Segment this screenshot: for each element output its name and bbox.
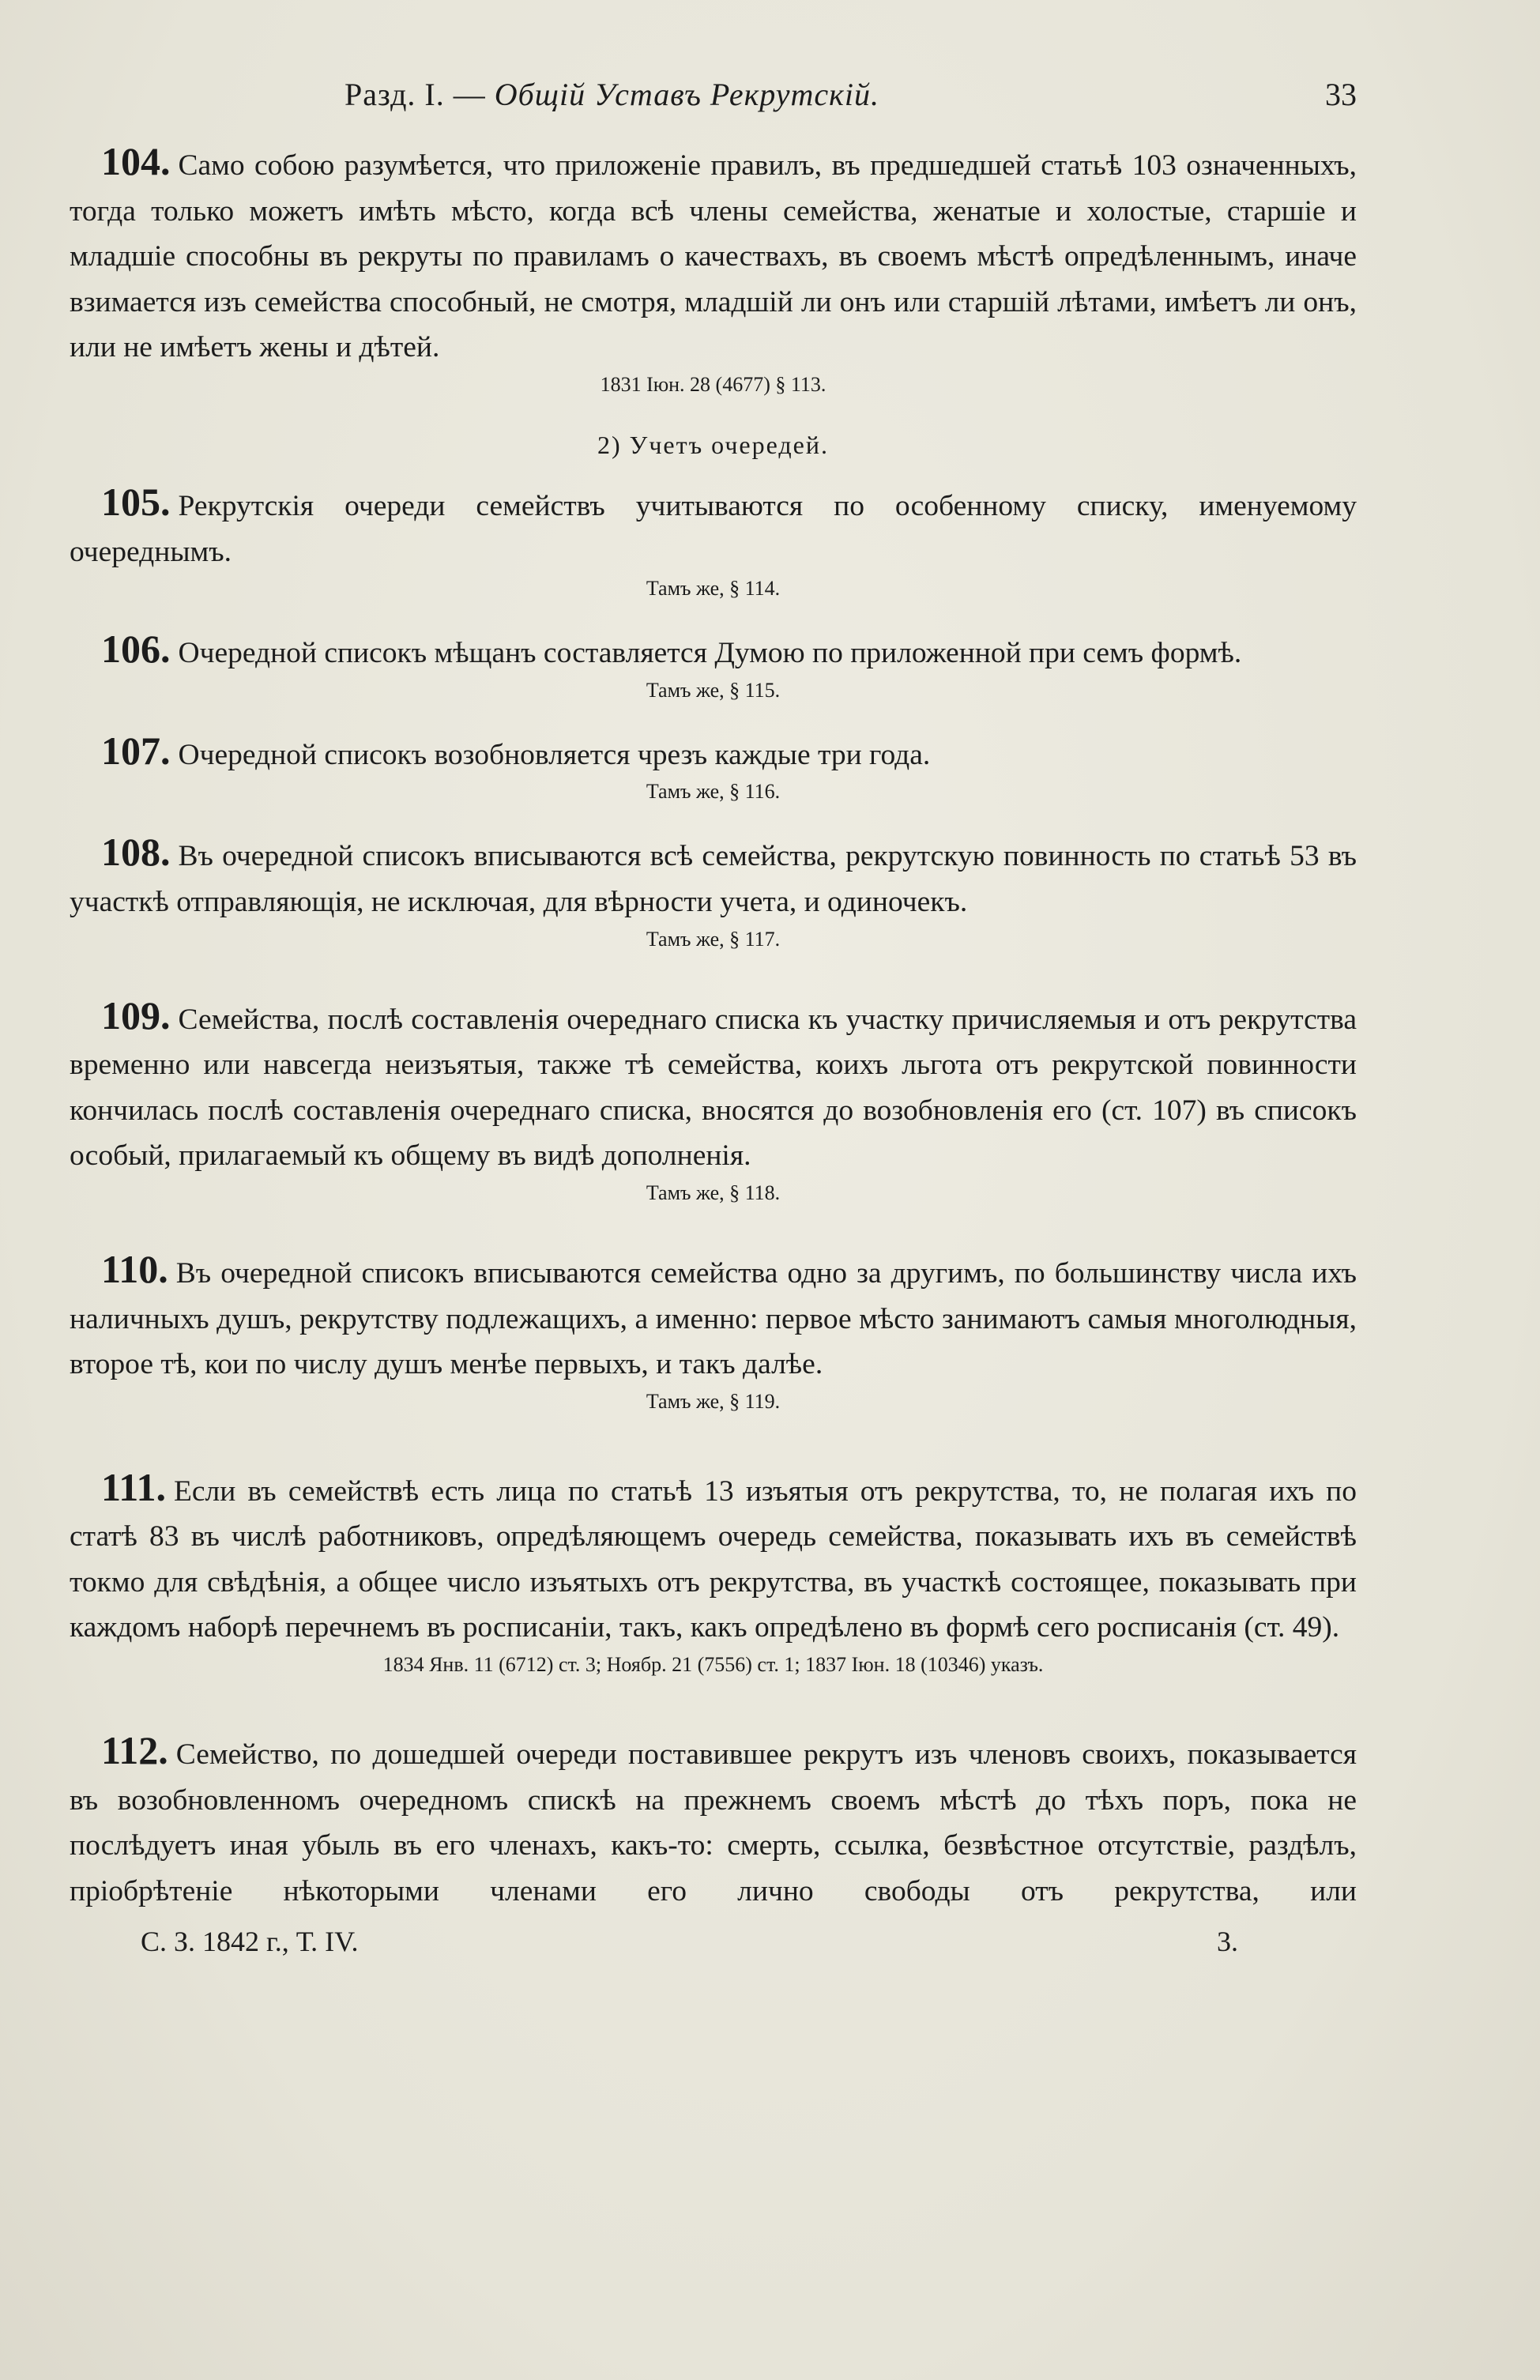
statute-title: Общій Уставъ Рекрутскій. — [494, 77, 879, 112]
running-title — [345, 76, 879, 113]
article-body: Очередной списокъ возобновляется чрезъ каждые три года. — [178, 738, 931, 771]
article-text — [70, 627, 1357, 676]
header-dash: — — [453, 77, 486, 112]
footer-signature: С. З. 1842 г., Т. IV. — [141, 1926, 359, 1958]
article-text — [70, 139, 1357, 371]
page-number: 33 — [1325, 77, 1357, 112]
article-104 — [70, 139, 1357, 399]
article-body: Семейства, послѣ составленія очереднаго списка къ участку причисляемыя и отъ рекрутства временно или навсегда неизъятыя, также тѣ семейства, коихъ льгота отъ рекрутской повинности кончилась послѣ составленія очереднаго списка, вносятся до возобновленія его (ст. 107) въ списокъ особый, прилагаемый къ общему въ видѣ дополненія. — [70, 1003, 1357, 1173]
article-source: 1831 Іюн. 28 (4677) § 113. — [600, 372, 826, 396]
article-number: 109. — [101, 992, 171, 1037]
article-text — [70, 830, 1357, 925]
article-body: Въ очередной списокъ вписываются семейства одно за другимъ, по большинству числа ихъ наличныхъ душъ, рекрутству подлежащихъ, а именно: первое мѣсто занимаютъ самыя многолюдныя, второе тѣ, кои по числу душъ менѣе первыхъ, и такъ далѣе. — [70, 1256, 1357, 1381]
article-text — [70, 1247, 1357, 1388]
article-body: Рекрутскія очереди семействъ учитываются по особенному списку, именуемому очереднымъ. — [70, 489, 1357, 568]
article-112 — [70, 1728, 1357, 1914]
article-text — [70, 729, 1357, 778]
article-source: Тамъ же, § 119. — [646, 1389, 781, 1413]
article-text — [70, 993, 1357, 1179]
article-source: Тамъ же, § 116. — [646, 780, 781, 804]
article-source: Тамъ же, § 117. — [646, 927, 781, 951]
article-110 — [70, 1247, 1357, 1416]
article-106 — [70, 627, 1357, 705]
article-number: 104. — [101, 139, 171, 183]
article-105 — [70, 480, 1357, 603]
article-source: 1834 Янв. 11 (6712) ст. 3; Ноябр. 21 (7556) ст. 1; 1837 Іюн. 18 (10346) указъ. — [382, 1653, 1044, 1677]
article-source: Тамъ же, § 114. — [646, 577, 781, 601]
article-body: Семейство, по дошедшей очереди поставившее рекрутъ изъ членовъ своихъ, показывается въ возобновленномъ очередномъ спискѣ на прежнемъ своемъ мѣстѣ до тѣхъ поръ, пока не послѣдуетъ иная убыль въ его членахъ, какъ-то: смерть, ссылка, безвѣстное отсутствіе, раздѣлъ, пріобрѣтеніе нѣкоторыми членами его лично свободы отъ рекрутства, или — [70, 1738, 1357, 1907]
article-number: 112. — [101, 1728, 168, 1773]
article-source: Тамъ же, § 115. — [646, 678, 781, 702]
article-108 — [70, 830, 1357, 953]
article-body: Если въ семействѣ есть лица по статьѣ 13 изъятыя отъ рекрутства, то, не полагая ихъ по статѣ 83 въ числѣ работниковъ, опредѣляющемъ очередь семейства, показывать ихъ въ семействѣ токмо для свѣдѣнія, а общее число изъятыхъ отъ рекрутства, въ участкѣ состоящее, показывать при каждомъ наборѣ перечнемъ въ росписаніи, такъ, какъ опредѣлено въ формѣ сего росписанія (ст. 49). — [70, 1474, 1357, 1644]
article-number: 105. — [101, 479, 171, 524]
article-107 — [70, 729, 1357, 807]
article-body: Въ очередной списокъ вписываются всѣ семейства, рекрутскую повинность по статьѣ 53 въ участкѣ отправляющія, не исключая, для вѣрности учета, и одиночекъ. — [70, 840, 1357, 918]
article-109 — [70, 993, 1357, 1207]
section-label: Разд. I. — [345, 77, 445, 112]
page-footer — [70, 1925, 1357, 1958]
article-number: 111. — [101, 1464, 166, 1509]
subheading: 2) Учетъ очередей. — [597, 430, 829, 459]
article-source: Тамъ же, § 118. — [646, 1181, 781, 1204]
article-text — [70, 480, 1357, 574]
footer-sheet-mark: 3. — [1217, 1926, 1238, 1958]
article-number: 106. — [101, 627, 171, 672]
article-body: Очередной списокъ мѣщанъ составляется Думою по приложенной при семъ формѣ. — [178, 637, 1242, 670]
article-number: 110. — [101, 1246, 168, 1291]
article-number: 107. — [101, 728, 171, 773]
article-111 — [70, 1465, 1357, 1679]
running-header — [345, 76, 1357, 139]
article-body: Само собою разумѣется, что приложеніе правилъ, въ предшедшей статьѣ 103 означенныхъ, тогда только можетъ имѣть мѣсто, когда всѣ члены семейства, женатые и холостые, старшіе и младшіе способны въ рекруты по правиламъ о качествахъ, въ своемъ мѣстѣ опредѣленнымъ, иначе взимается изъ семейства способный, не смотря, младшій ли онъ или старшій лѣтами, имѣетъ ли онъ, или не имѣетъ жены и дѣтей. — [70, 149, 1357, 364]
article-text — [70, 1465, 1357, 1651]
article-number: 108. — [101, 830, 171, 875]
article-text — [70, 1728, 1357, 1914]
